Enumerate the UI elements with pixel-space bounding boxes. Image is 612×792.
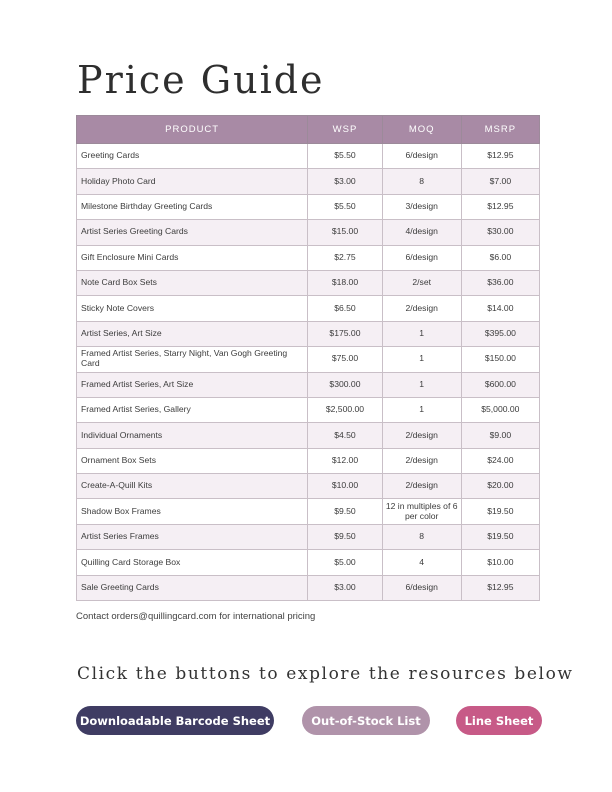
cell-product: Framed Artist Series, Art Size xyxy=(77,372,308,397)
cell-msrp: $19.50 xyxy=(461,524,539,549)
cell-msrp: $150.00 xyxy=(461,347,539,372)
cell-product: Shadow Box Frames xyxy=(77,499,308,524)
cell-msrp: $395.00 xyxy=(461,321,539,346)
cell-moq: 8 xyxy=(382,169,461,194)
cell-product: Framed Artist Series, Gallery xyxy=(77,397,308,422)
cell-wsp: $9.50 xyxy=(308,524,382,549)
header-msrp: MSRP xyxy=(461,116,539,144)
cell-msrp: $6.00 xyxy=(461,245,539,270)
table-row xyxy=(77,448,540,473)
cell-wsp: $2,500.00 xyxy=(308,397,382,422)
table-row xyxy=(77,524,540,549)
cell-moq: 8 xyxy=(382,524,461,549)
cell-product: Artist Series Frames xyxy=(77,524,308,549)
table-row xyxy=(77,499,540,524)
table-row xyxy=(77,474,540,499)
header-wsp: WSP xyxy=(308,116,382,144)
cell-msrp: $12.95 xyxy=(461,575,539,600)
cell-moq: 1 xyxy=(382,347,461,372)
cell-msrp: $9.00 xyxy=(461,423,539,448)
table-row xyxy=(77,169,540,194)
table-row xyxy=(77,194,540,219)
cell-product: Create-A-Quill Kits xyxy=(77,474,308,499)
cell-product: Framed Artist Series, Starry Night, Van Gogh Greeting Card xyxy=(77,347,308,372)
cell-moq: 1 xyxy=(382,321,461,346)
price-table xyxy=(76,115,540,601)
cell-product: Individual Ornaments xyxy=(77,423,308,448)
cell-wsp: $9.50 xyxy=(308,499,382,524)
cell-product: Note Card Box Sets xyxy=(77,270,308,295)
cell-msrp: $12.95 xyxy=(461,194,539,219)
cell-product: Ornament Box Sets xyxy=(77,448,308,473)
page-title: Price Guide xyxy=(77,58,325,102)
cell-msrp: $10.00 xyxy=(461,550,539,575)
cell-msrp: $24.00 xyxy=(461,448,539,473)
cell-product: Milestone Birthday Greeting Cards xyxy=(77,194,308,219)
cell-wsp: $18.00 xyxy=(308,270,382,295)
cell-wsp: $3.00 xyxy=(308,169,382,194)
table-row xyxy=(77,321,540,346)
cell-moq: 6/design xyxy=(382,575,461,600)
cell-msrp: $7.00 xyxy=(461,169,539,194)
cell-product: Artist Series Greeting Cards xyxy=(77,220,308,245)
contact-note: Contact orders@quillingcard.com for international pricing xyxy=(76,611,316,622)
price-table-body xyxy=(77,144,540,601)
cell-product: Quilling Card Storage Box xyxy=(77,550,308,575)
cell-product: Greeting Cards xyxy=(77,144,308,169)
explore-heading: Click the buttons to explore the resources below xyxy=(77,664,574,684)
cell-wsp: $12.00 xyxy=(308,448,382,473)
cell-wsp: $15.00 xyxy=(308,220,382,245)
cell-moq: 2/design xyxy=(382,423,461,448)
cell-wsp: $4.50 xyxy=(308,423,382,448)
cell-wsp: $6.50 xyxy=(308,296,382,321)
cell-moq: 2/design xyxy=(382,474,461,499)
cell-msrp: $14.00 xyxy=(461,296,539,321)
table-row xyxy=(77,270,540,295)
table-row xyxy=(77,550,540,575)
cell-msrp: $36.00 xyxy=(461,270,539,295)
cell-product: Sale Greeting Cards xyxy=(77,575,308,600)
cell-moq: 1 xyxy=(382,397,461,422)
cell-product: Sticky Note Covers xyxy=(77,296,308,321)
table-row xyxy=(77,372,540,397)
cell-wsp: $5.00 xyxy=(308,550,382,575)
table-header-row xyxy=(77,116,540,144)
cell-moq: 2/design xyxy=(382,448,461,473)
table-row xyxy=(77,575,540,600)
cell-moq: 2/design xyxy=(382,296,461,321)
cell-wsp: $175.00 xyxy=(308,321,382,346)
cell-product: Gift Enclosure Mini Cards xyxy=(77,245,308,270)
cell-wsp: $300.00 xyxy=(308,372,382,397)
cell-wsp: $75.00 xyxy=(308,347,382,372)
cell-msrp: $600.00 xyxy=(461,372,539,397)
cell-wsp: $3.00 xyxy=(308,575,382,600)
header-moq: MOQ xyxy=(382,116,461,144)
cell-msrp: $12.95 xyxy=(461,144,539,169)
cell-moq: 3/design xyxy=(382,194,461,219)
cell-wsp: $5.50 xyxy=(308,144,382,169)
cell-msrp: $20.00 xyxy=(461,474,539,499)
cell-moq: 2/set xyxy=(382,270,461,295)
cell-msrp: $30.00 xyxy=(461,220,539,245)
cell-product: Artist Series, Art Size xyxy=(77,321,308,346)
out-of-stock-list-button[interactable]: Out-of-Stock List xyxy=(302,706,430,735)
table-row xyxy=(77,220,540,245)
cell-moq: 6/design xyxy=(382,245,461,270)
cell-wsp: $5.50 xyxy=(308,194,382,219)
cell-msrp: $19.50 xyxy=(461,499,539,524)
cell-product: Holiday Photo Card xyxy=(77,169,308,194)
barcode-sheet-button[interactable]: Downloadable Barcode Sheet xyxy=(76,706,274,735)
cell-moq: 4 xyxy=(382,550,461,575)
cell-moq: 12 in multiples of 6 per color xyxy=(382,499,461,524)
table-row xyxy=(77,296,540,321)
cell-moq: 4/design xyxy=(382,220,461,245)
table-row xyxy=(77,245,540,270)
table-row xyxy=(77,144,540,169)
table-row xyxy=(77,423,540,448)
cell-moq: 1 xyxy=(382,372,461,397)
cell-wsp: $10.00 xyxy=(308,474,382,499)
cell-wsp: $2.75 xyxy=(308,245,382,270)
table-row xyxy=(77,347,540,372)
table-row xyxy=(77,397,540,422)
header-product: PRODUCT xyxy=(77,116,308,144)
cell-msrp: $5,000.00 xyxy=(461,397,539,422)
cell-moq: 6/design xyxy=(382,144,461,169)
line-sheet-button[interactable]: Line Sheet xyxy=(456,706,542,735)
